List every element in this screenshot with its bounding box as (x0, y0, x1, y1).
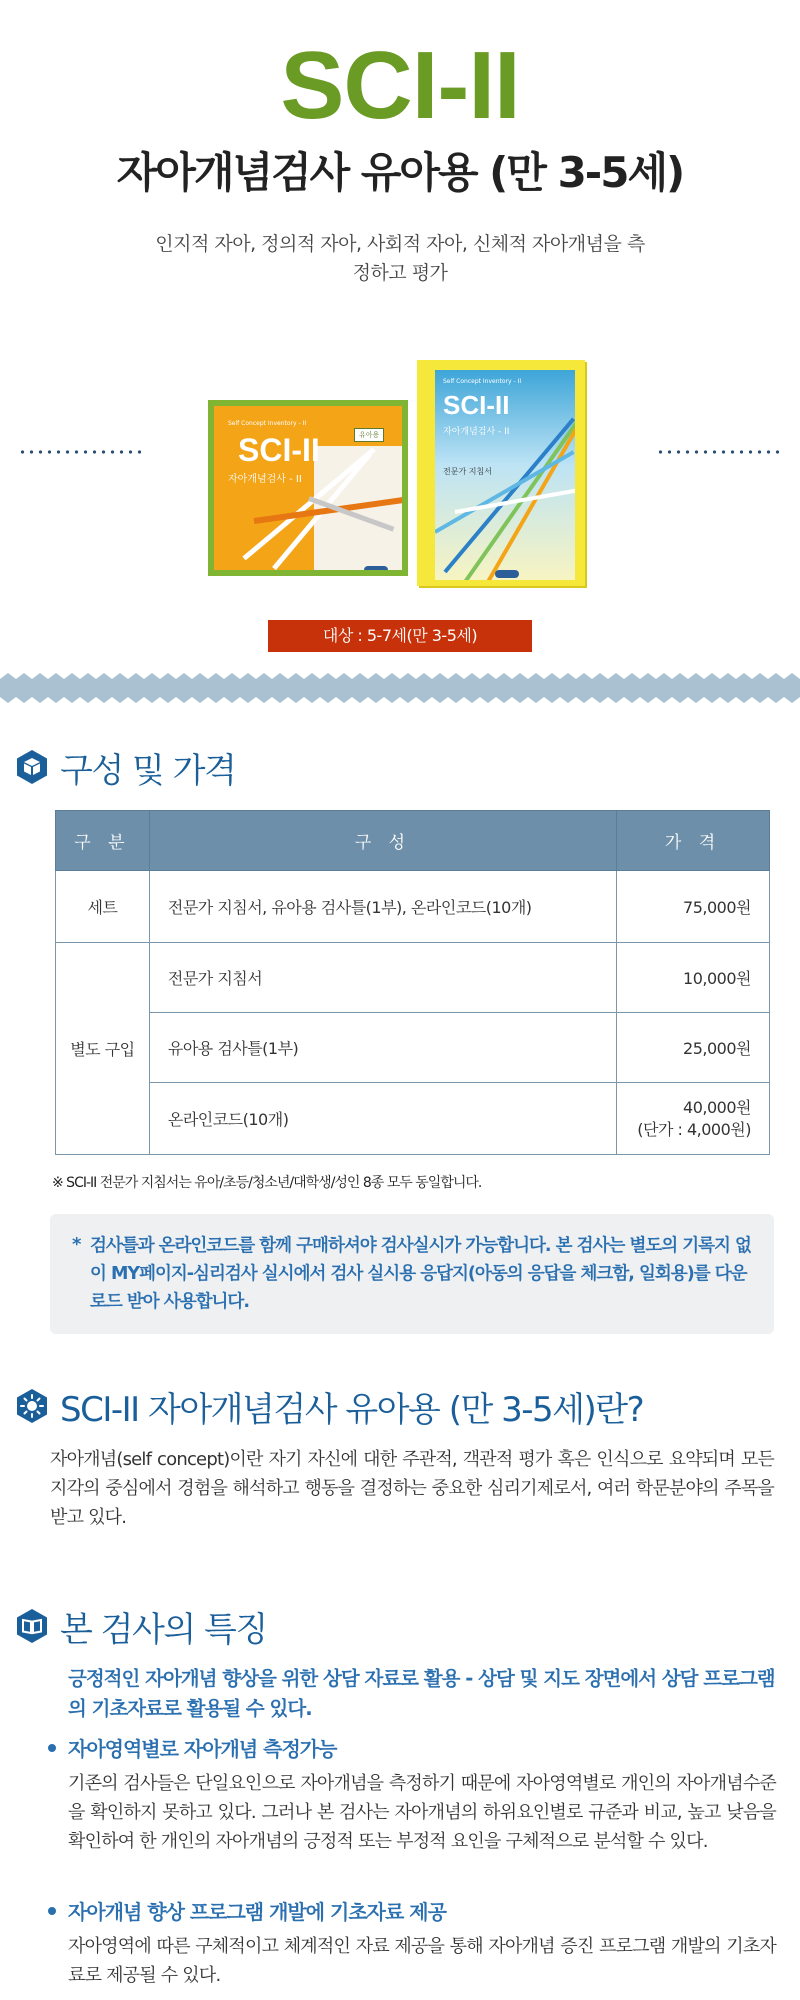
manual-label: 전문가 지침서 (443, 467, 492, 476)
about-heading (14, 1384, 643, 1428)
price-table (55, 810, 770, 1155)
bullet-icon (48, 1744, 56, 1752)
table-cell: 별도 구입 (56, 943, 150, 1155)
table-row (56, 1083, 770, 1155)
sun-icon (14, 1388, 50, 1424)
product-subtitle: 자아개념검사 유아용 (만 3-5세) (116, 148, 684, 197)
manual-caption: Self Concept Inventory - II (443, 378, 522, 385)
unit-price-note: (단가 : 4,000원) (637, 1119, 751, 1139)
manual-title: SCI-II (443, 390, 510, 420)
table-cell: 세트 (56, 871, 150, 943)
table-cell (617, 1083, 770, 1155)
table-cell: 25,000원 (617, 1013, 770, 1083)
decorative-dots-left (18, 450, 146, 454)
table-row (56, 871, 770, 943)
zigzag-divider (0, 673, 800, 703)
table-cell: 전문가 지침서 (149, 943, 616, 1013)
feature-heading-text: 자아영역별로 자아개념 측정가능 (68, 1737, 337, 1761)
table-cell: 유아용 검사틀(1부) (149, 1013, 616, 1083)
product-description: 인지적 자아, 정의적 자아, 사회적 자아, 신체적 자아개념을 측정하고 평가 (155, 233, 645, 285)
table-row (56, 943, 770, 1013)
feature-paragraph: 자아영역에 따른 구체적이고 체계적인 자료 제공을 통해 자아개념 증진 프로그램 개발의 기초자료로 제공될 수 있다. (68, 1936, 776, 1986)
book-korean-title: 자아개념검사 - II (228, 474, 302, 485)
feature-heading-text: 자아개념 향상 프로그램 개발에 기초자료 제공 (68, 1900, 446, 1924)
composition-heading (14, 745, 235, 789)
book-tag: 유아용 (354, 428, 384, 442)
table-header: 가 격 (617, 811, 770, 871)
manual-book-image (417, 360, 585, 586)
book-icon (14, 1608, 50, 1644)
section-title: SCI-II 자아개념검사 유아용 (만 3-5세)란? (60, 1389, 644, 1430)
table-header: 구 성 (149, 811, 616, 871)
features-lead: 긍정적인 자아개념 향상을 위한 상담 자료로 활용 - 상담 및 지도 장면에서 상담 프로그램의 기초자료로 활용될 수 있다. (68, 1667, 775, 1721)
book-title: SCI-II (238, 432, 320, 468)
section-title: 본 검사의 특징 (60, 1609, 267, 1650)
publisher-logo (495, 570, 519, 578)
feature-heading (48, 1896, 446, 1925)
bullet-icon (48, 1907, 56, 1915)
section-title: 구성 및 가격 (60, 750, 236, 791)
target-age-badge: 대상 : 5-7세(만 3-5세) (268, 620, 532, 652)
table-cell: 전문가 지침서, 유아용 검사틀(1부), 온라인코드(10개) (149, 871, 616, 943)
table-cell: 온라인코드(10개) (149, 1083, 616, 1155)
table-cell: 75,000원 (617, 871, 770, 943)
table-cell: 10,000원 (617, 943, 770, 1013)
manual-korean-title: 자아개념검사 - II (443, 427, 510, 437)
publisher-logo (364, 566, 388, 570)
asterisk: * (72, 1234, 82, 1255)
table-header: 구 분 (56, 811, 150, 871)
feature-heading (48, 1733, 336, 1762)
decorative-dots-right (656, 450, 784, 454)
about-paragraph: 자아개념(self concept)이란 자기 자신에 대한 주관적, 객관적 평가 혹은 인식으로 요약되며 모든 지각의 중심에서 경험을 해석하고 행동을 결정하는 중요한 심리기제로서, 여러 학문분야의 주목을 받고 있다. (50, 1449, 774, 1528)
feature-paragraph: 기존의 검사들은 단일요인으로 자아개념을 측정하기 때문에 자아영역별로 개인의 자아개념수준을 확인하지 못하고 있다. 그러나 본 검사는 자아개념의 하위요인별로 규준과 비교, 높고 낮음을 확인하여 한 개인의 자아개념의 긍정적 또는 부정적 요인을 구체적으로 분석할 수 있다. (68, 1773, 776, 1852)
box-icon (14, 749, 50, 785)
notice-box (50, 1214, 774, 1334)
footnote: ※ SCI-II 전문가 지침서는 유아/초등/청소년/대학생/성인 8종 모두 동일합니다. (52, 1175, 482, 1191)
book-caption: Self Concept Inventory - II (228, 420, 307, 427)
notice-text: 검사틀과 온라인코드를 함께 구매하셔야 검사실시가 가능합니다. 본 검사는 별도의 기록지 없이 MY페이지-심리검사 실시에서 검사 실시용 응답지(아동의 응답을 체크함, 일회용)를 다운로드 받아 사용합니다. (90, 1236, 751, 1312)
features-heading (14, 1604, 267, 1648)
product-title: SCI-II (280, 32, 520, 139)
table-row (56, 1013, 770, 1083)
price-value: 40,000원 (683, 1097, 751, 1117)
test-form-book-image (208, 400, 408, 576)
